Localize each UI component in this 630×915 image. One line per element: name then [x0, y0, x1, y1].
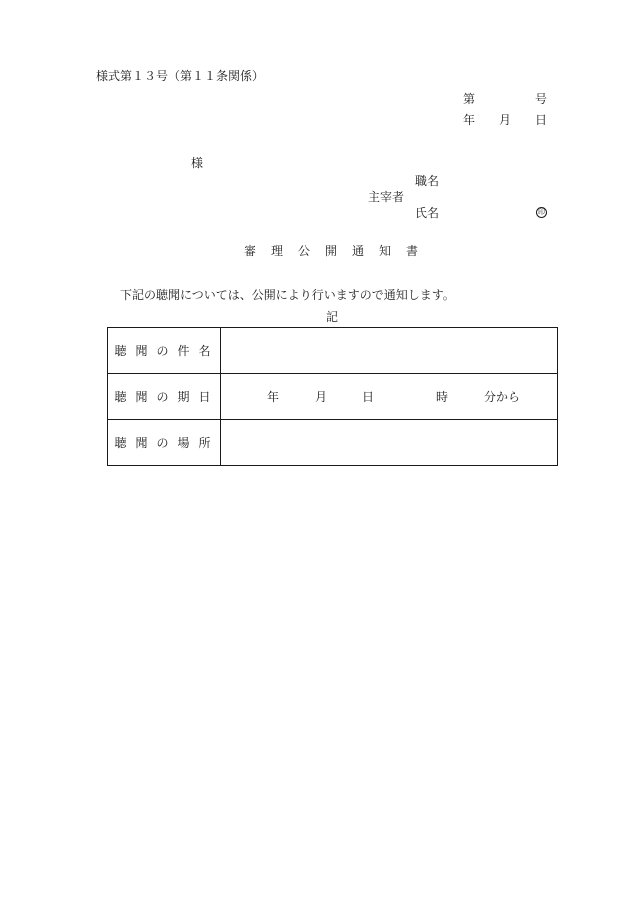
hearing-month: 月 [315, 389, 328, 404]
subject-header: 聴聞の件名 [108, 328, 221, 374]
date-header: 聴聞の期日 [108, 374, 221, 420]
date-month: 月 [499, 113, 512, 127]
name-label: 氏名 [415, 206, 440, 220]
place-value [221, 420, 558, 466]
hearing-year: 年 [267, 389, 280, 404]
hearing-minute: 分から [484, 389, 521, 404]
date-value [221, 374, 558, 420]
table-row [108, 420, 558, 466]
subject-value [221, 328, 558, 374]
hearing-day: 日 [362, 389, 375, 404]
doc-number-prefix: 第 [463, 92, 476, 106]
ki-label: 記 [326, 310, 339, 324]
table-row [108, 374, 558, 420]
seal-icon: 印 [538, 208, 545, 216]
body-text: 下記の聴聞については、公開により行いますので通知します。 [120, 288, 455, 302]
date-year: 年 [463, 113, 476, 127]
date-day: 日 [535, 113, 548, 127]
addressee-suffix: 様 [191, 156, 204, 170]
position-label: 職名 [415, 174, 440, 188]
presider-label: 主宰者 [368, 190, 405, 204]
document-title: 審理公開通知書 [244, 244, 434, 258]
record-table [107, 327, 558, 466]
doc-number-suffix: 号 [535, 92, 548, 106]
form-label: 様式第１３号（第１１条関係） [96, 69, 265, 83]
hearing-hour: 時 [436, 389, 449, 404]
table-row [108, 328, 558, 374]
place-header: 聴聞の場所 [108, 420, 221, 466]
